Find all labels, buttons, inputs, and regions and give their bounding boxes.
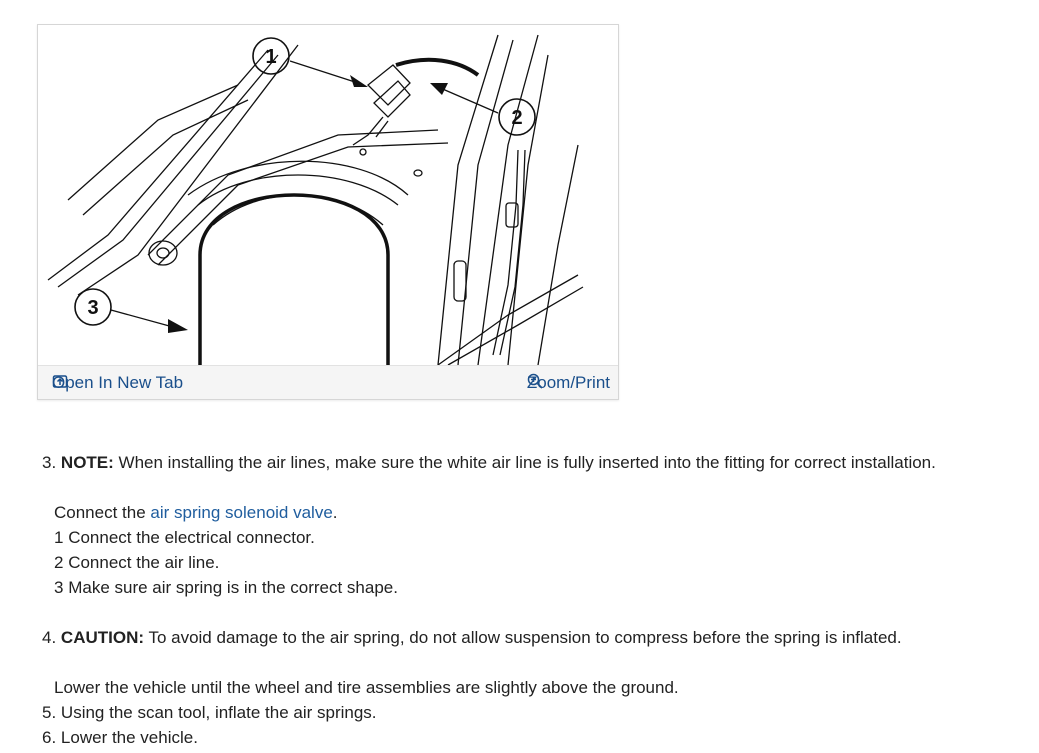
substep-2-text: Connect the air line.	[68, 553, 220, 572]
step-3-note-label: NOTE:	[60, 453, 114, 472]
step-4-detail: Lower the vehicle until the wheel and tire assemblies are slightly above the ground.	[54, 678, 679, 697]
callout-3: 3	[87, 297, 99, 319]
step-6-number: 6.	[42, 728, 57, 747]
step-4-caution-label: CAUTION:	[60, 628, 145, 647]
step-3-note-text: When installing the air lines, make sure the white air line is fully inserted into the fitting for correct installation.	[113, 453, 936, 472]
zoom-print-label: Zoom/Print	[526, 373, 610, 392]
open-new-tab-label: Open In New Tab	[52, 373, 184, 392]
air-spring-solenoid-valve-link[interactable]: air spring solenoid valve	[150, 503, 333, 522]
callout-1: 1	[265, 46, 277, 68]
step-4-number: 4.	[42, 628, 57, 647]
open-new-tab-icon	[52, 373, 68, 389]
step-6-text: Lower the vehicle.	[60, 728, 198, 747]
open-new-tab-link[interactable]	[52, 373, 183, 393]
step-6	[42, 725, 198, 750]
connect-suffix: .	[332, 503, 338, 522]
step-4	[42, 625, 902, 650]
figure-toolbar	[38, 365, 618, 399]
substep-2	[54, 550, 219, 575]
step-5	[42, 700, 377, 725]
substep-1-number: 1	[54, 528, 64, 547]
substep-3-number: 3	[54, 578, 64, 597]
substep-3-text: Make sure air spring is in the correct shape.	[68, 578, 398, 597]
air-spring-diagram	[38, 25, 620, 367]
diagram-figure	[37, 24, 619, 400]
step-3-connect	[54, 500, 338, 525]
substep-3	[54, 575, 398, 600]
zoom-print-link[interactable]	[527, 373, 610, 393]
connect-prefix: Connect the	[54, 503, 151, 522]
zoom-in-icon	[527, 373, 543, 389]
step-5-text: Using the scan tool, inflate the air springs.	[60, 703, 377, 722]
substep-1-text: Connect the electrical connector.	[68, 528, 315, 547]
step-4-caution-text: To avoid damage to the air spring, do not allow suspension to compress before the spring is inflated.	[144, 628, 902, 647]
substep-1	[54, 525, 315, 550]
step-3	[42, 450, 936, 475]
substep-2-number: 2	[54, 553, 64, 572]
step-5-number: 5.	[42, 703, 57, 722]
callout-2: 2	[511, 107, 523, 129]
step-3-number: 3.	[42, 453, 57, 472]
